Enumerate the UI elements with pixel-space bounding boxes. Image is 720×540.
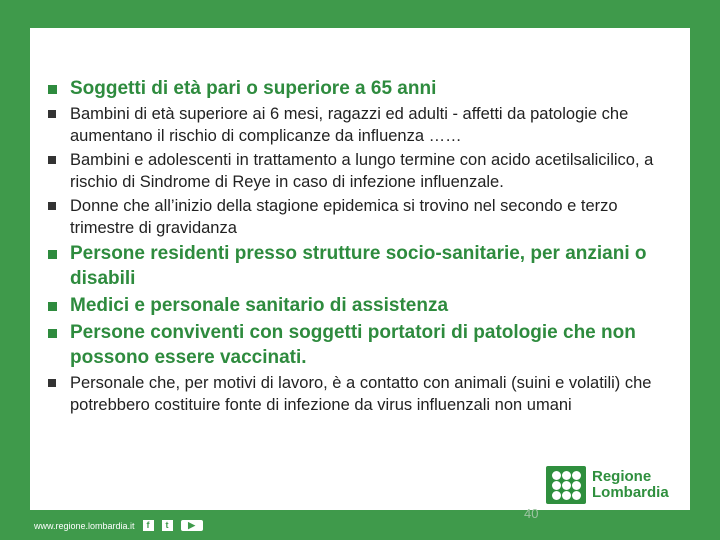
bullet-list (44, 76, 674, 418)
bullet-text: Donne che all’inizio della stagione epidemica si trovino nel secondo e terzo trimestre di gravidanza (70, 197, 618, 237)
bullet-square-icon (48, 202, 56, 210)
footer-url[interactable]: www.regione.lombardia.it (34, 520, 135, 531)
logo-line2: Lombardia (592, 484, 669, 501)
bullet-item (44, 372, 674, 416)
bullet-text: Bambini di età superiore ai 6 mesi, ragazzi ed adulti - affetti da patologie che aumentano il rischio di complicanze da influenza …… (70, 105, 629, 145)
bullet-text: Soggetti di età pari o superiore a 65 anni (70, 78, 437, 99)
twitter-icon[interactable]: t (162, 520, 173, 531)
slide-content (30, 28, 690, 521)
bullet-item (44, 293, 674, 318)
bullet-text: Personale che, per motivi di lavoro, è a contatto con animali (suini e volatili) che potrebbero costituire fonte di infezione da virus influenzali non umani (70, 374, 652, 414)
logo-text (592, 469, 669, 501)
bullet-square-icon (48, 302, 57, 311)
bullet-square-icon (48, 329, 57, 338)
bullet-item (44, 76, 674, 101)
bullet-square-icon (48, 156, 56, 164)
bullet-item (44, 320, 674, 370)
bullet-text: Persone conviventi con soggetti portatori di patologie che non possono essere vaccinati. (70, 322, 636, 368)
bullet-square-icon (48, 379, 56, 387)
footer (34, 520, 203, 531)
logo-line1: Regione (592, 468, 652, 485)
bullet-text: Medici e personale sanitario di assistenza (70, 295, 449, 316)
bullet-item (44, 241, 674, 291)
bullet-text: Persone residenti presso strutture socio-sanitarie, per anziani o disabili (70, 243, 647, 289)
facebook-icon[interactable]: f (143, 520, 154, 531)
bullet-item (44, 103, 674, 147)
regione-lombardia-logo (546, 466, 669, 504)
bullet-item (44, 195, 674, 239)
bullet-square-icon (48, 85, 57, 94)
rosa-camuna-icon (546, 466, 586, 504)
bullet-text: Bambini e adolescenti in trattamento a lungo termine con acido acetilsalicilico, a rischio di Sindrome di Reye in caso di infezione influenzale. (70, 151, 654, 191)
bullet-item (44, 149, 674, 193)
bullet-square-icon (48, 110, 56, 118)
youtube-icon[interactable]: ▶ (181, 520, 203, 531)
bullet-square-icon (48, 250, 57, 259)
page-number: 40 (524, 506, 539, 521)
